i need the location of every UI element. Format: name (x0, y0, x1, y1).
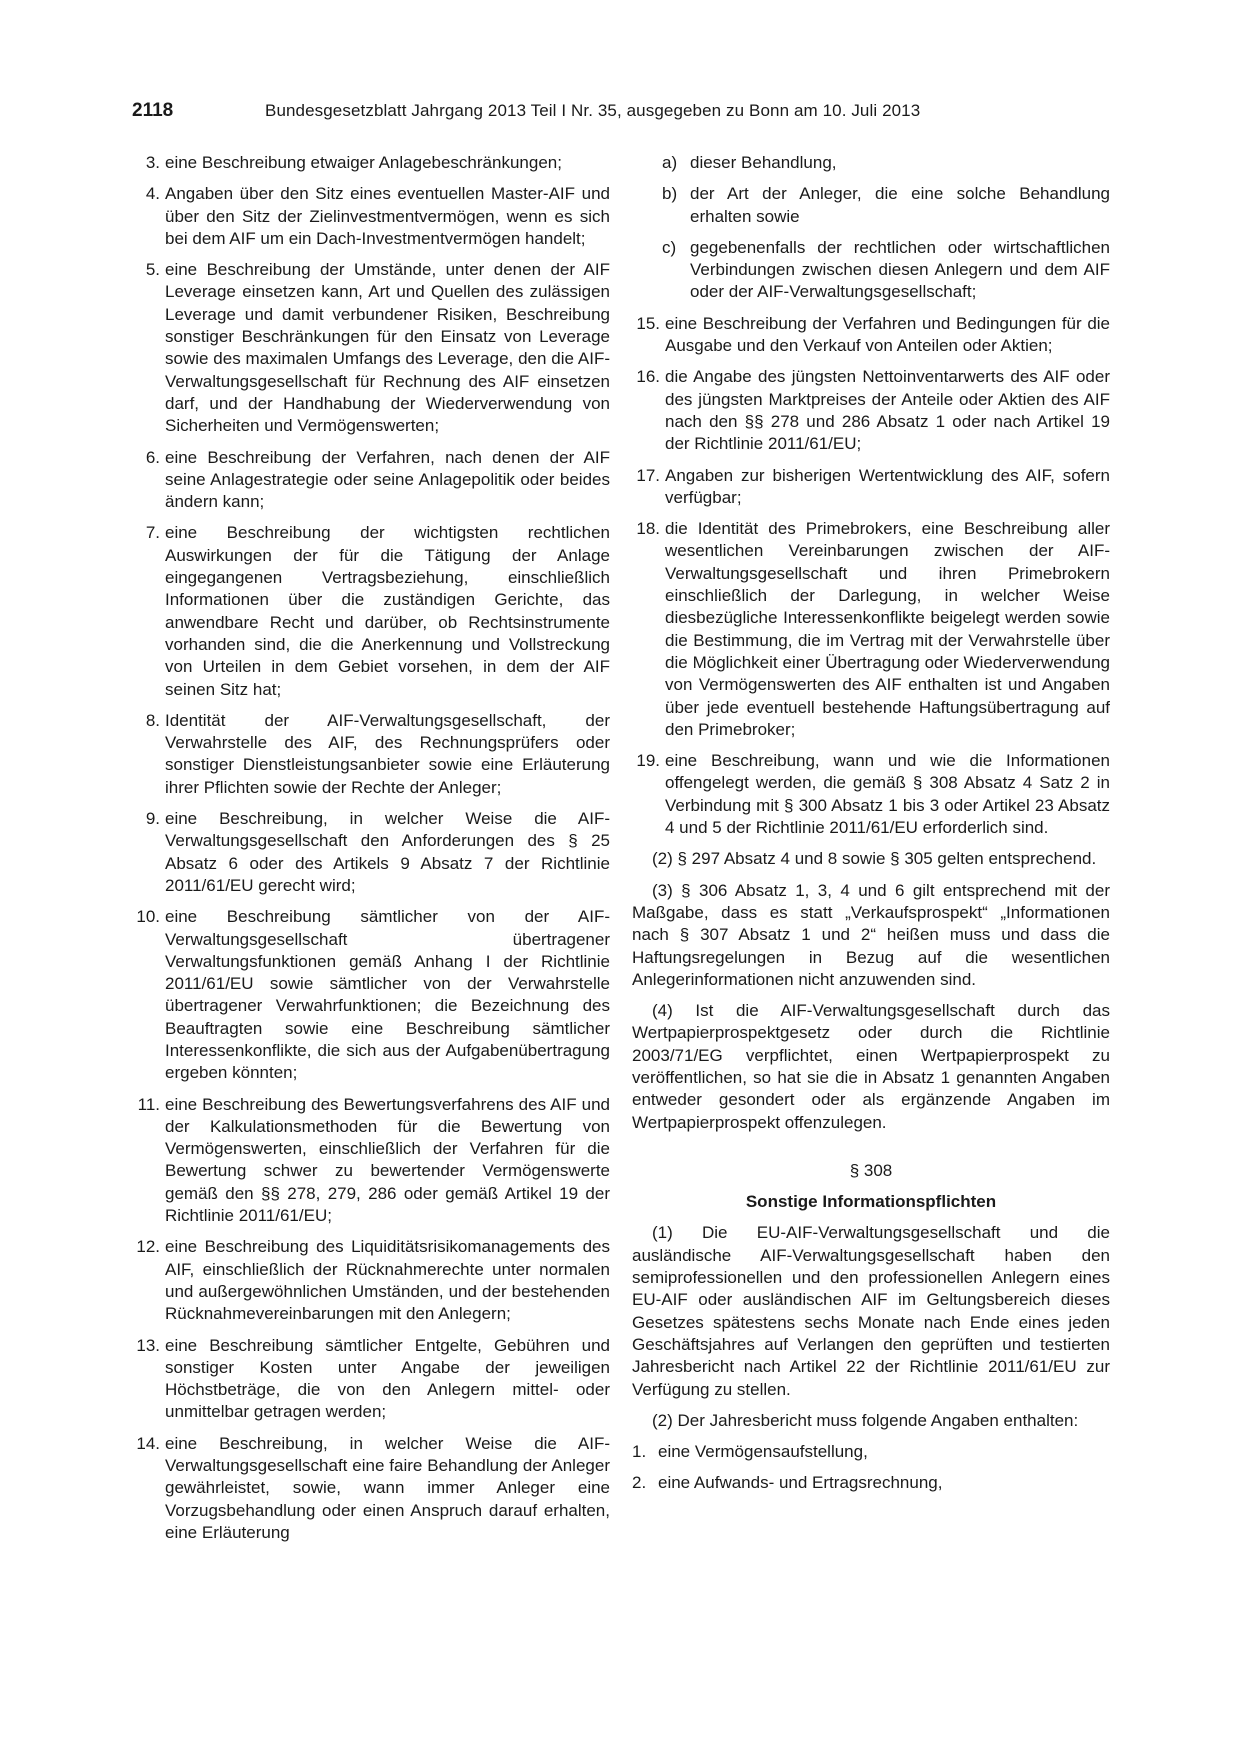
sub-item-list (632, 152, 1110, 304)
list-item (632, 1472, 1110, 1494)
list-item (132, 1433, 610, 1544)
item-text: Angaben über den Sitz eines eventuellen Master-AIF und über den Sitz der Zielinvestmentvermögen, wenn es sich bei dem AIF um ein Dach-Investmentvermögen handelt; (165, 184, 610, 248)
item-number: 7. (145, 523, 160, 543)
sub-item (632, 183, 1110, 228)
sub-item-text: gegebenenfalls der rechtlichen oder wirtschaftlichen Verbindungen zwischen diesen Anlegern und dem AIF oder der AIF-Verwaltungsgesellschaft; (690, 237, 1110, 302)
sub-item (632, 152, 1110, 174)
item-text: eine Beschreibung sämtlicher Entgelte, Gebühren und sonstiger Kosten unter Angabe der jeweiligen Höchstbeträge, die von den Anlegern mittel- oder unmittelbar getragen werden; (165, 1335, 610, 1422)
item-number: 4. (145, 184, 160, 204)
sub-item-text: der Art der Anleger, die eine solche Behandlung erhalten sowie (690, 184, 1110, 226)
item-text: eine Beschreibung, in welcher Weise die AIF-Verwaltungsgesellschaft den Anforderungen des § 25 Absatz 6 oder des Artikels 9 Absatz 7 der Richtlinie 2011/61/EU gerecht wird; (165, 809, 610, 895)
item-number: 6. (145, 447, 160, 467)
item-text: die Identität des Primebrokers, eine Beschreibung aller wesentlichen Vereinbarungen zwischen der AIF-Verwaltungsgesellschaft und ihren Primebrokern einschließlich der Darlegung, in welcher Weise diesbezügliche Interessenkonflikte beigelegt werden sowie die Bestimmung, die im Vertrag mit der Verwahrstelle über die Möglichkeit einer Übertragung oder Wiederverwendung von Vermögenswerten des AIF enthalten ist und Angaben über jede eventuell bestehende Haftungsübertragung auf den Primebroker; (665, 519, 1110, 739)
sub-item-letter: c) (662, 237, 677, 257)
item-number: 1. (632, 1442, 647, 1462)
item-text: eine Aufwands- und Ertragsrechnung, (658, 1473, 943, 1493)
item-number: 16. (636, 367, 660, 387)
sub-item (632, 237, 1110, 304)
item-number: 3. (145, 153, 160, 172)
item-text: eine Beschreibung des Bewertungsverfahrens des AIF und der Kalkulationsmethoden für die Bewertung von Vermögenswerten, einschließlich der Verfahren für die Bewertung schwer zu bewertender Vermögenswerte gemäß den §§ 278, 279, 286 oder gemäß Artikel 19 der Richtlinie 2011/61/EU; (165, 1094, 610, 1226)
item-number: 11. (137, 1094, 160, 1114)
list-item (132, 522, 610, 700)
list-item (132, 447, 610, 514)
list-item (632, 366, 1110, 455)
item-text: Angaben zur bisherigen Wertentwicklung des AIF, sofern verfügbar; (665, 465, 1110, 507)
item-text: eine Beschreibung der wichtigsten rechtlichen Auswirkungen der für die Tätigung der Anlage eingegangenen Vertragsbeziehung, einschließlich Informationen über die zuständigen Gerichte, das anwendbare Recht und darüber, ob Rechtsinstrumente vorhanden sind, die die Anerkennung und Vollstreckung von Urteilen in dem Gebiet vorsehen, in dem der AIF seinen Sitz hat; (165, 523, 610, 699)
section-title: Sonstige Informationspflichten (745, 1192, 997, 1212)
numbered-list-left (132, 152, 610, 1544)
item-number: 17. (636, 465, 660, 485)
list-item (632, 750, 1110, 839)
list-item (132, 1236, 610, 1325)
paragraph: (2) § 297 Absatz 4 und 8 sowie § 305 gelten entsprechend. (652, 849, 1097, 869)
item-text: eine Beschreibung der Verfahren und Bedingungen für die Ausgabe und den Verkauf von Anteilen oder Aktien; (665, 313, 1110, 356)
list-item (132, 183, 610, 250)
sub-item-text: dieser Behandlung, (690, 153, 837, 172)
item-number: 8. (145, 710, 160, 730)
list-item (132, 906, 610, 1084)
list-item (632, 465, 1110, 510)
list-item (632, 313, 1110, 358)
paragraph: (4) Ist die AIF-Verwaltungsgesellschaft durch das Wertpapierprospektgesetz oder durch die Richtlinie 2003/71/EG verpflichtet, einen Wertpapierprospekt zu veröffentlichen, so hat sie die in Absatz 1 genannten Angaben entweder gesondert oder als ergänzende Angaben im Wertpapierprospekt offenzulegen. (632, 1001, 1110, 1132)
item-text: Identität der AIF-Verwaltungsgesellschaft, der Verwahrstelle des AIF, des Rechnungsprüfers oder sonstiger Dienstleistungsanbieter sowie eine Erläuterung ihrer Pflichten sowie der Rechte der Anleger; (165, 710, 610, 797)
section-paragraphs (632, 1222, 1110, 1432)
item-text: eine Beschreibung etwaiger Anlagebeschränkungen; (165, 153, 562, 172)
list-item (132, 808, 610, 897)
list-item (132, 1094, 610, 1228)
item-text: eine Beschreibung, in welcher Weise die AIF-Verwaltungsgesellschaft eine faire Behandlung der Anleger gewährleistet, sowie, wann immer Anleger eine Vorzugsbehandlung oder einen Anspruch darauf erhalten, eine Erläuterung (165, 1433, 610, 1542)
list-item (632, 518, 1110, 741)
item-text: eine Vermögensaufstellung, (658, 1442, 868, 1462)
page-header (132, 100, 1112, 130)
section-number: § 308 (849, 1160, 893, 1180)
page-number: 2118 (132, 100, 174, 121)
running-title: Bundesgesetzblatt Jahrgang 2013 Teil I Nr. 35, ausgegeben zu Bonn am 10. Juli 2013 (265, 101, 921, 120)
list-item (132, 259, 610, 437)
numbered-list-right (632, 313, 1110, 840)
item-text: eine Beschreibung sämtlicher von der AIF-Verwaltungsgesellschaft übertragener Verwaltungsfunktionen gemäß Anhang I der Richtlinie 2011/61/EU sowie sämtlicher von der Verwahrstelle übertragener Verwahrfunktionen; die Bezeichnung des Beauftragten sowie eine Beschreibung sämtlicher Interessenkonflikte, die sich aus der Aufgabenübertragung ergeben könnten; (165, 907, 610, 1083)
sub-item-letter: b) (662, 184, 678, 204)
item-number: 18. (636, 519, 660, 539)
item-number: 13. (136, 1335, 160, 1355)
sub-item-letter: a) (662, 153, 678, 172)
item-text: die Angabe des jüngsten Nettoinventarwerts des AIF oder des jüngsten Marktpreises der Anteile oder Aktien des AIF nach den §§ 278 und 286 Absatz 1 oder nach Artikel 19 der Richtlinie 2011/61/EU; (665, 367, 1110, 454)
section-list (632, 1441, 1110, 1495)
paragraph: (1) Die EU-AIF-Verwaltungsgesellschaft und die ausländische AIF-Verwaltungsgesellschaft haben den semiprofessionellen und den professionellen Anlegern eines EU-AIF oder ausländischen AIF im Geltungsbereich dieses Gesetzes spätestens sechs Monate nach Ende eines jeden Geschäftsjahres auf Verlangen den geprüften und testierten Jahresbericht nach Artikel 22 der Richtlinie 2011/61/EU zur Verfügung zu stellen. (632, 1223, 1110, 1399)
item-number: 9. (145, 809, 160, 829)
paragraphs (632, 848, 1110, 1134)
item-number: 10. (136, 907, 160, 927)
item-text: eine Beschreibung, wann und wie die Informationen offengelegt werden, die gemäß § 308 Absatz 4 Satz 2 in Verbindung mit § 300 Absatz 1 bis 3 oder Artikel 23 Absatz 4 und 5 der Richtlinie 2011/61/EU erforderlich sind. (665, 751, 1110, 838)
item-text: eine Beschreibung der Umstände, unter denen der AIF Leverage einsetzen kann, Art und Quellen des zulässigen Leverage und damit verbundener Risiken, Beschreibung sonstiger Beschränkungen für den Einsatz von Leverage sowie des maximalen Umfangs des Leverage, den die AIF-Verwaltungsgesellschaft für Rechnung des AIF einsetzen darf, und der Handhabung der Wiederverwendung von Sicherheiten und Vermögenswerten; (165, 260, 610, 436)
item-number: 19. (636, 751, 660, 771)
right-column (632, 152, 1110, 1504)
item-number: 14. (136, 1433, 160, 1453)
item-number: 12. (136, 1237, 160, 1257)
item-text: eine Beschreibung des Liquiditätsrisikomanagements des AIF, einschließlich der Rücknahmerechte unter normalen und außergewöhnlichen Umständen, und der bestehenden Rücknahmevereinbarungen mit den Anlegern; (165, 1237, 610, 1324)
item-number: 5. (145, 260, 160, 280)
list-item (132, 710, 610, 799)
left-column (132, 152, 610, 1553)
paragraph: (3) § 306 Absatz 1, 3, 4 und 6 gilt entsprechend mit der Maßgabe, dass es statt „Verkaufsprospekt“ „Informationen nach § 307 Absatz 1 und 2“ heißen muss und dass die Haftungsregelungen in Bezug auf die wesentlichen Anlegerinformationen nicht anzuwenden sind. (632, 880, 1110, 989)
paragraph: (2) Der Jahresbericht muss folgende Angaben enthalten: (652, 1410, 1079, 1430)
item-text: eine Beschreibung der Verfahren, nach denen der AIF seine Anlagestrategie oder seine Anlagepolitik oder beides ändern kann; (165, 447, 610, 512)
list-item (132, 1335, 610, 1424)
list-item (632, 1441, 1110, 1463)
item-number: 15. (636, 313, 660, 333)
item-number: 2. (632, 1473, 647, 1493)
list-item (132, 152, 610, 174)
